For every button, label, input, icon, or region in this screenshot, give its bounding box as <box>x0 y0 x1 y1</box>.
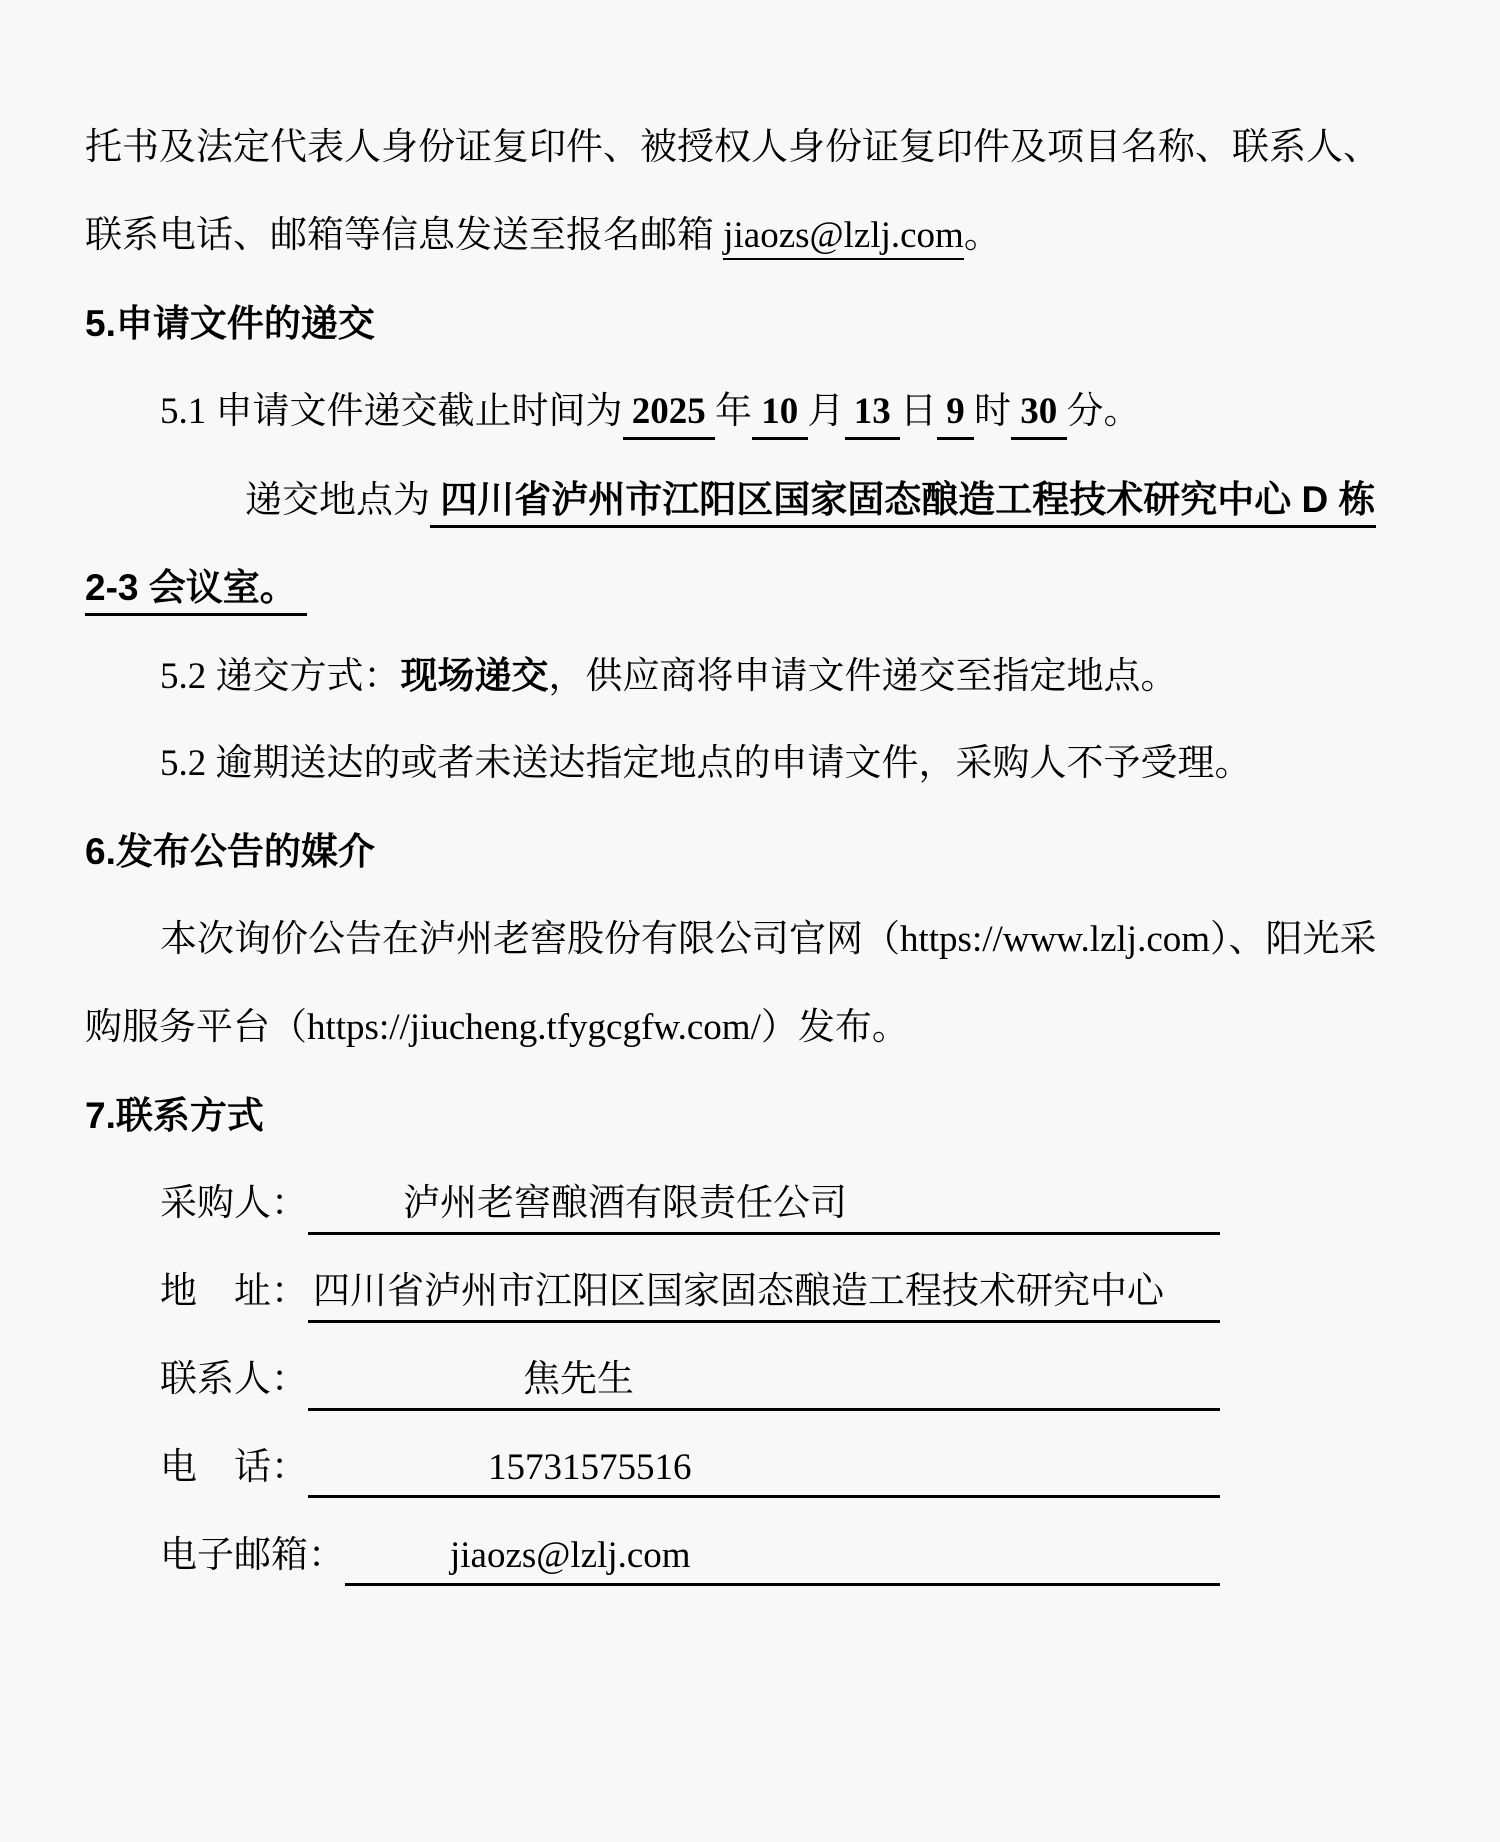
address-label: 地 址： <box>160 1271 308 1312</box>
contact-row-email <box>85 1512 1500 1600</box>
method-pre: 5.2 递交方式： <box>160 656 401 697</box>
intro-text-2-end: 。 <box>963 215 1001 256</box>
media-line-1 <box>85 896 1500 984</box>
section-5-heading <box>85 280 1500 368</box>
intro-text-1: 托书及法定代表人身份证复印件、被授权人身份证复印件及项目名称、联系人、 <box>85 127 1380 168</box>
signup-email-link[interactable]: jiaozs@lzlj.com <box>723 215 964 260</box>
method-bold: 现场递交 <box>400 655 549 696</box>
intro-line-2 <box>85 192 1500 280</box>
purchaser-value: 泸州老窖酿酒有限责任公司 <box>403 1183 847 1224</box>
phone-label: 电 话： <box>160 1447 308 1488</box>
deadline-minute: 30 <box>1011 391 1067 440</box>
media-text-1: 本次询价公告在泸州老窖股份有限公司官网（https://www.lzlj.com）、阳光采 <box>160 919 1377 960</box>
deadline-hour: 9 <box>937 391 974 440</box>
section-7-heading-text: 7.联系方式 <box>85 1095 264 1136</box>
contact-row-phone <box>85 1424 1500 1512</box>
person-value: 焦先生 <box>523 1359 634 1400</box>
deadline-unit-minute: 分。 <box>1066 391 1141 432</box>
email-value[interactable]: jiaozs@lzlj.com <box>450 1535 691 1576</box>
address-value: 四川省泸州市江阳区国家固态酿造工程技术研究中心 <box>313 1271 1164 1312</box>
purchaser-field <box>308 1172 1220 1235</box>
phone-field <box>308 1446 1220 1498</box>
media-text-2: 购服务平台（https://jiucheng.tfygcgfw.com/）发布。 <box>85 1007 909 1048</box>
contact-row-purchaser <box>85 1160 1500 1248</box>
location-line-1 <box>85 456 1500 544</box>
address-field <box>308 1260 1220 1323</box>
person-field <box>308 1348 1220 1411</box>
phone-value: 15731575516 <box>488 1447 692 1488</box>
overdue-line <box>85 720 1500 808</box>
section-6-heading-text: 6.发布公告的媒介 <box>85 831 375 872</box>
overdue-text: 5.2 逾期送达的或者未送达指定地点的申请文件，采购人不予受理。 <box>160 743 1252 784</box>
deadline-unit-month: 月 <box>807 391 845 432</box>
deadline-pre: 5.1 申请文件递交截止时间为 <box>160 391 623 432</box>
deadline-month: 10 <box>752 391 808 440</box>
deadline-unit-day: 日 <box>900 391 937 432</box>
contact-row-address <box>85 1248 1500 1336</box>
section-7-heading <box>85 1072 1500 1160</box>
deadline-day: 13 <box>845 391 901 440</box>
email-field <box>345 1534 1220 1586</box>
deadline-unit-hour: 时 <box>974 391 1011 432</box>
deadline-unit-year: 年 <box>715 391 752 432</box>
section-5-heading-text: 5.申请文件的递交 <box>85 303 375 344</box>
method-post: ，供应商将申请文件递交至指定地点。 <box>548 656 1178 697</box>
section-6-heading <box>85 808 1500 896</box>
deadline-year: 2025 <box>623 391 716 440</box>
purchaser-label: 采购人： <box>160 1183 308 1224</box>
location-value-1: 四川省泸州市江阳区国家固态酿造工程技术研究中心 D 栋 <box>430 479 1376 528</box>
location-value-2: 2-3 会议室。 <box>85 567 307 616</box>
person-label: 联系人： <box>160 1359 308 1400</box>
intro-text-2: 联系电话、邮箱等信息发送至报名邮箱 <box>85 215 724 256</box>
contact-row-person <box>85 1336 1500 1424</box>
method-line <box>85 632 1500 720</box>
media-line-2 <box>85 984 1500 1072</box>
email-label: 电子邮箱： <box>160 1535 345 1576</box>
location-pre: 递交地点为 <box>245 480 430 521</box>
location-line-2 <box>85 544 1500 632</box>
intro-line-1 <box>85 104 1500 192</box>
deadline-line <box>85 368 1500 456</box>
